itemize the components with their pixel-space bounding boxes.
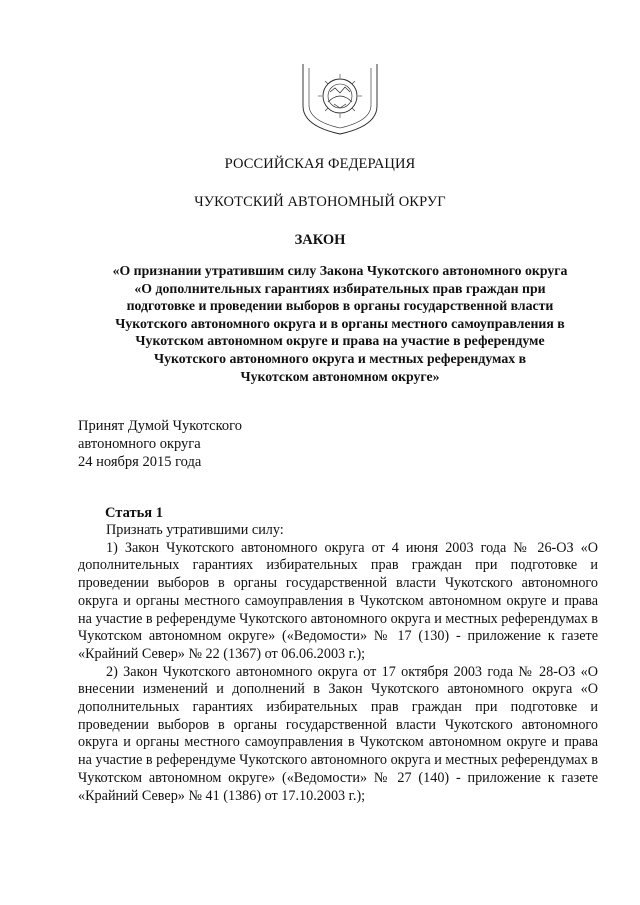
adoption-date: 24 ноября 2015 года	[78, 453, 202, 470]
law-title-line: «О признании утратившим силу Закона Чукотского автономного округа	[112, 263, 568, 278]
adoption-block	[78, 418, 242, 471]
article-item-2: 2) Закон Чукотского автономного округа от 17 октября 2003 года № 28-ОЗ «О внесении изменений и дополнений в Закон Чукотского автономного округа «О дополнительных гарантиях избирательных прав граждан при подготовке и проведении выборов в органы государственной власти Чукотского автономного округа и органы местного самоуправления в Чукотском автономном округе и права на участие в референдуме Чукотского автономного округа и местных референдумах в Чукотском автономном округе» («Ведомости» № 27 (140) - приложение к газете «Крайний Север» № 41 (1386) от 17.10.2003 г.);	[78, 663, 598, 804]
law-title	[80, 262, 600, 385]
law-title-line: Чукотского автономного округа и в органы местного самоуправления в	[115, 315, 565, 331]
law-title-line: Чукотском автономном округе и права на участие в референдуме	[135, 333, 545, 349]
coat-of-arms-emblem	[297, 60, 383, 136]
article-body	[78, 522, 598, 805]
region-heading: ЧУКОТСКИЙ АВТОНОМНЫЙ ОКРУГ	[194, 194, 446, 210]
article-item-1: 1) Закон Чукотского автономного округа от 4 июня 2003 года № 26-ОЗ «О дополнительных гарантиях избирательных прав граждан при подготовке и проведении выборов в органы государственной власти Чукотского автономного округа и органы местного самоуправления в Чукотском автономном округе и права на участие в референдуме Чукотского автономного округа и местных референдумах в Чукотском автономном округе» («Ведомости» № 17 (130) - приложение к газете «Крайний Север» № 22 (1367) от 06.06.2003 г.);	[78, 539, 598, 662]
law-title-line: Чукотского автономного округа и местных референдумах в	[153, 350, 527, 366]
law-title-line: подготовке и проведении выборов в органы государственной власти	[126, 298, 554, 314]
law-title-line: Чукотском автономном округе»	[240, 368, 440, 384]
adopted-by-line: автономного округа	[78, 435, 201, 452]
article-heading: Статья 1	[105, 505, 163, 521]
federation-heading: РОССИЙСКАЯ ФЕДЕРАЦИЯ	[224, 156, 416, 172]
document-type-heading: ЗАКОН	[294, 232, 346, 248]
adopted-by-line: Принят Думой Чукотского	[78, 418, 243, 434]
article-intro: Признать утратившими силу:	[106, 522, 284, 538]
law-title-line: «О дополнительных гарантиях избирательных прав граждан при	[134, 280, 546, 296]
